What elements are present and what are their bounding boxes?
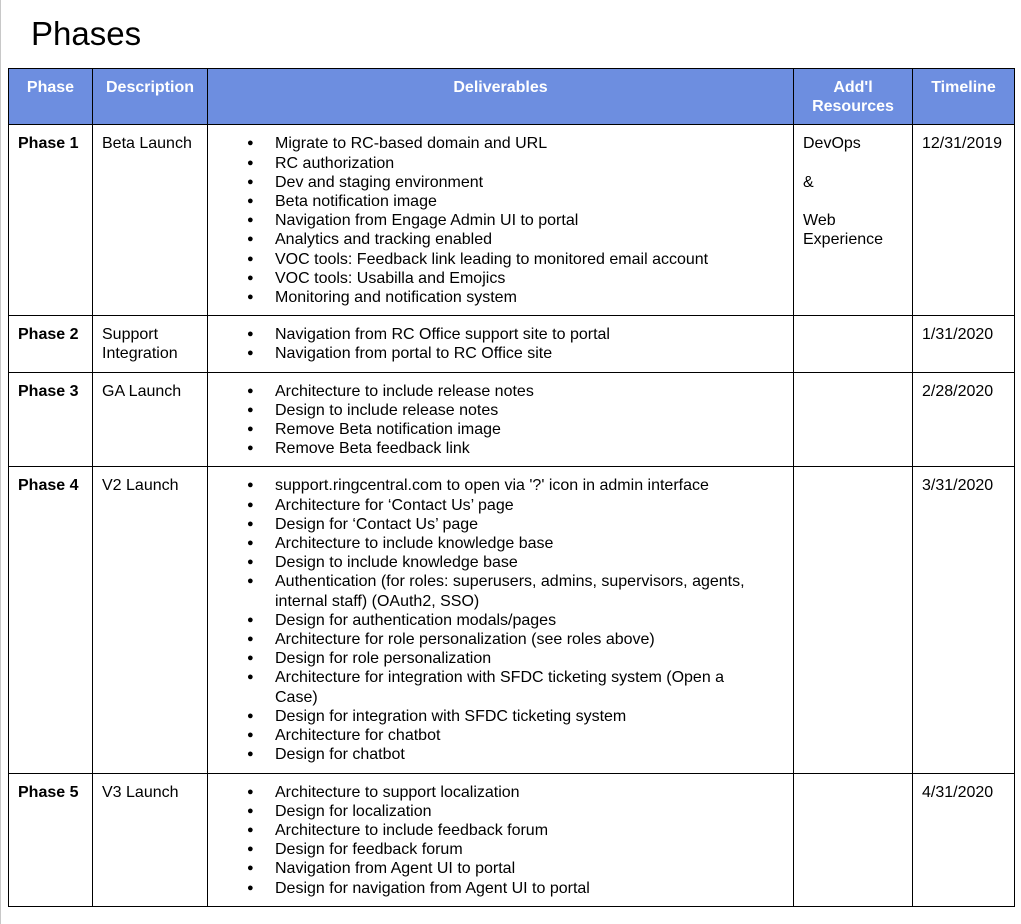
deliverable-item: ● Design to include release notes [275, 401, 784, 420]
table-header-row [9, 69, 1015, 125]
timeline-cell: 3/31/2020 [913, 467, 1015, 773]
deliverable-item: ● Design for integration with SFDC ticketing system [275, 707, 784, 726]
deliverable-item: ● Analytics and tracking enabled [275, 230, 784, 249]
deliverable-item: ● Navigation from portal to RC Office site [275, 344, 784, 363]
deliverable-item: ● Architecture for role personalization (see roles above) [275, 630, 784, 649]
table-row [9, 372, 1015, 467]
deliverable-item: ● Design for feedback forum [275, 840, 784, 859]
deliverable-item: ● Architecture for integration with SFDC ticketing system (Open a Case) [275, 668, 784, 706]
phases-table [8, 68, 1015, 907]
description-cell: V2 Launch [93, 467, 208, 773]
resource-line: Web Experience [803, 212, 884, 249]
phase-cell: Phase 3 [9, 372, 93, 467]
resources-cell [794, 372, 913, 467]
phase-cell: Phase 2 [9, 316, 93, 372]
resources-cell [794, 316, 913, 372]
table-row [9, 125, 1015, 316]
timeline-cell: 4/31/2020 [913, 773, 1015, 906]
deliverable-item: ● Remove Beta feedback link [275, 439, 784, 458]
header-phase: Phase [9, 69, 93, 125]
deliverables-list [217, 134, 784, 307]
timeline-cell: 1/31/2020 [913, 316, 1015, 372]
resource-line: & [803, 173, 814, 191]
deliverable-item: ● Migrate to RC-based domain and URL [275, 134, 784, 153]
deliverable-item: ● RC authorization [275, 154, 784, 173]
resources-cell [794, 773, 913, 906]
deliverable-item: ● Monitoring and notification system [275, 288, 784, 307]
description-cell: Beta Launch [93, 125, 208, 316]
header-timeline: Timeline [913, 69, 1015, 125]
phase-cell: Phase 5 [9, 773, 93, 906]
deliverable-item: ● VOC tools: Feedback link leading to monitored email account [275, 250, 784, 269]
deliverable-item: ● Architecture to include feedback forum [275, 821, 784, 840]
header-description: Description [93, 69, 208, 125]
deliverable-item: ● Design to include knowledge base [275, 553, 784, 572]
deliverable-item: ● Beta notification image [275, 192, 784, 211]
deliverable-item: ● Design for chatbot [275, 745, 784, 764]
resource-line: DevOps [803, 135, 861, 153]
deliverable-item: ● Authentication (for roles: superusers, admins, supervisors, agents, internal staff) (OAuth2, SSO) [275, 572, 784, 610]
deliverable-item: ● Design for ‘Contact Us’ page [275, 515, 784, 534]
deliverable-item: ● Design for authentication modals/pages [275, 611, 784, 630]
deliverables-cell [208, 316, 794, 372]
deliverable-item: ● Architecture to include knowledge base [275, 534, 784, 553]
deliverable-item: ● Design for localization [275, 802, 784, 821]
deliverable-item: ● Design for navigation from Agent UI to portal [275, 879, 784, 898]
deliverable-item: ● support.ringcentral.com to open via '?' icon in admin interface [275, 476, 784, 495]
page-edge-line [0, 0, 1, 924]
deliverables-list [217, 476, 784, 764]
resources-cell [794, 467, 913, 773]
deliverables-cell [208, 467, 794, 773]
table-body [9, 125, 1015, 906]
deliverable-item: ● Architecture for chatbot [275, 726, 784, 745]
table-row [9, 467, 1015, 773]
timeline-cell: 12/31/2019 [913, 125, 1015, 316]
description-cell: V3 Launch [93, 773, 208, 906]
timeline-cell: 2/28/2020 [913, 372, 1015, 467]
deliverable-item: ● Navigation from Engage Admin UI to portal [275, 211, 784, 230]
deliverables-cell [208, 372, 794, 467]
deliverables-list [217, 382, 784, 459]
deliverable-item: ● Dev and staging environment [275, 173, 784, 192]
page-title: Phases [31, 15, 142, 52]
deliverables-cell [208, 773, 794, 906]
deliverables-cell [208, 125, 794, 316]
deliverable-item: ● Remove Beta notification image [275, 420, 784, 439]
deliverable-item: ● Navigation from RC Office support site to portal [275, 325, 784, 344]
description-cell: Support Integration [93, 316, 208, 372]
deliverables-list [217, 783, 784, 898]
description-cell: GA Launch [93, 372, 208, 467]
phase-cell: Phase 1 [9, 125, 93, 316]
deliverable-item: ● VOC tools: Usabilla and Emojics [275, 269, 784, 288]
deliverable-item: ● Architecture to support localization [275, 783, 784, 802]
deliverable-item: ● Architecture for ‘Contact Us’ page [275, 496, 784, 515]
header-resources: Add'l Resources [794, 69, 913, 125]
resources-cell [794, 125, 913, 316]
deliverable-item: ● Design for role personalization [275, 649, 784, 668]
table-row [9, 773, 1015, 906]
table-row [9, 316, 1015, 372]
phase-cell: Phase 4 [9, 467, 93, 773]
deliverables-list [217, 325, 784, 363]
deliverable-item: ● Navigation from Agent UI to portal [275, 859, 784, 878]
resource-line [803, 192, 903, 211]
resource-line [803, 154, 903, 173]
header-deliverables: Deliverables [208, 69, 794, 125]
deliverable-item: ● Architecture to include release notes [275, 382, 784, 401]
